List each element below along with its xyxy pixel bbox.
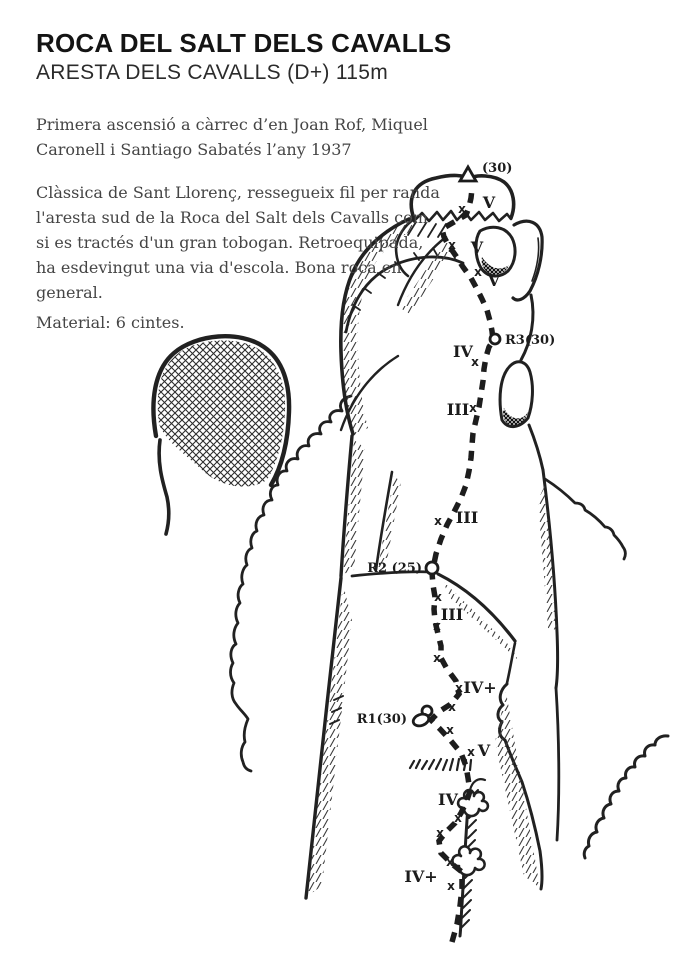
paragraph-line: l'aresta sud de la Roca del Salt dels Cavalls com <box>36 208 428 227</box>
bolt-marker: x <box>448 238 456 252</box>
material-paragraph <box>36 310 185 335</box>
bolt-marker: x <box>448 700 456 714</box>
right-edge-lower <box>556 688 559 840</box>
summit-label: (30) <box>482 161 513 176</box>
bolt-marker: x <box>447 879 455 893</box>
paragraph-line: ha esdevingut una via d'escola. Bona roca en <box>36 258 402 277</box>
belay-label: R3(30) <box>505 333 556 348</box>
grade-label: V <box>477 741 491 760</box>
route-subtitle: ARESTA DELS CAVALLS (D+) 115m <box>36 61 389 84</box>
bolt-marker: x <box>436 826 444 840</box>
paragraph-line: general. <box>36 283 103 302</box>
bolt-marker: x <box>467 745 475 759</box>
right-edge-mid <box>529 425 543 470</box>
bolt-marker: x <box>433 651 441 665</box>
page-title: ROCA DEL SALT DELS CAVALLS <box>36 28 452 58</box>
bolt-marker: x <box>446 723 454 737</box>
paragraph-line: Clàssica de Sant Llorenç, ressegueix fil per randa <box>36 183 440 202</box>
grade-label: V <box>487 271 501 290</box>
grade-label: IV <box>453 342 473 361</box>
grade-label: III <box>455 508 479 527</box>
paragraph-line: Caronell i Santiago Sabatés l’any 1937 <box>36 140 352 159</box>
bolt-marker: x <box>469 401 477 415</box>
bolt-marker: x <box>434 514 442 528</box>
grade-label: III <box>446 400 470 419</box>
paragraph-line: Primera ascensió a càrrec d’en Joan Rof, Miquel <box>36 115 428 134</box>
belay-ring <box>412 712 431 728</box>
route-description-paragraph <box>36 180 440 305</box>
bolt-marker: x <box>474 265 482 279</box>
foreground-boulder-hatch <box>158 340 285 486</box>
inner-bumpy-hatch <box>495 692 540 888</box>
grade-label: V <box>482 193 496 212</box>
bolt-marker: x <box>434 590 442 604</box>
summit-triangle <box>460 167 476 181</box>
lowerleft-hatch <box>307 584 352 896</box>
bolt-marker: x <box>446 855 454 869</box>
paragraph-line: Material: 6 cintes. <box>36 313 185 332</box>
bolt-marker: x <box>455 681 463 695</box>
grade-label: III <box>440 605 464 624</box>
grade-label: IV+ <box>463 678 497 697</box>
bolt-marker: x <box>458 202 466 216</box>
foreground-boulder-neck <box>159 440 169 534</box>
bolt-marker: x <box>471 355 479 369</box>
belay-label: R1(30) <box>356 712 407 727</box>
bolt-marker: x <box>433 619 441 633</box>
paragraph-line: si es tractés d'un gran tobogan. Retroequipada, <box>36 233 424 252</box>
belay-label: R2 (25) <box>367 561 422 576</box>
grade-label: IV <box>438 790 458 809</box>
first-ascent-paragraph <box>36 112 428 162</box>
crack-curl <box>470 779 485 790</box>
grade-label: V <box>470 238 484 257</box>
belay-ring <box>490 334 500 344</box>
route-header <box>36 28 451 85</box>
belay-ring <box>426 562 438 574</box>
right-ridge <box>545 479 625 559</box>
right-edge-upper <box>521 295 533 360</box>
bolt-marker: x <box>454 811 462 825</box>
grade-label: IV+ <box>404 867 438 886</box>
right-cloud-line <box>584 736 668 858</box>
